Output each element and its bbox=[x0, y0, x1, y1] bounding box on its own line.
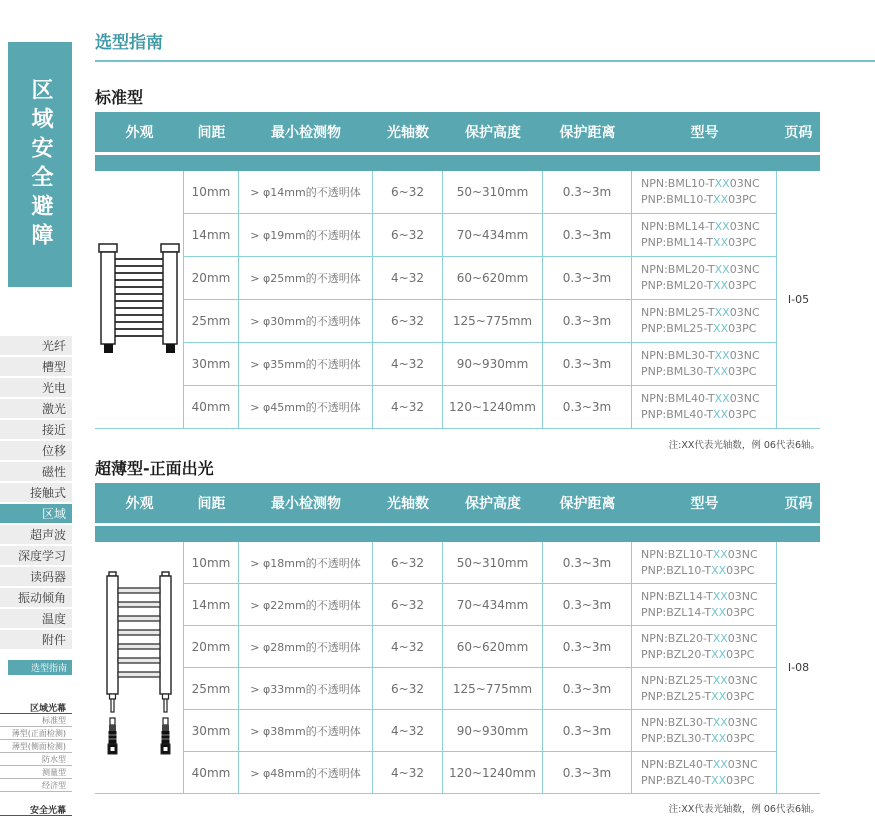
col-header-axes: 光轴数 bbox=[387, 125, 429, 141]
protect-height-cell: 120~1240mm bbox=[443, 752, 543, 794]
sidebar-item-accessories[interactable]: 附件 bbox=[0, 630, 72, 649]
sidebar-item-displacement[interactable]: 位移 bbox=[0, 441, 72, 460]
protect-distance-cell: 0.3~3m bbox=[543, 343, 632, 386]
page-ref: I-05 bbox=[777, 171, 820, 429]
col-header-pitch: 间距 bbox=[197, 496, 226, 512]
col-header-height: 保护高度 bbox=[465, 125, 521, 141]
axes-count-token: XX bbox=[711, 563, 727, 577]
col-header-appearance: 外观 bbox=[125, 496, 154, 512]
model-pnp: PNP:BZL20-TXX03PC bbox=[641, 647, 755, 661]
axes-cell: 6~32 bbox=[373, 171, 443, 214]
sidebar-item-temperature[interactable]: 温度 bbox=[0, 609, 72, 628]
submenu-item-thin-side[interactable]: 薄型(侧面检测) bbox=[0, 740, 72, 753]
sidebar-item-code-reader[interactable]: 读码器 bbox=[0, 567, 72, 586]
model-pnp: PNP:BZL25-TXX03PC bbox=[641, 689, 755, 703]
model-pnp: PNP:BML40-TXX03PC bbox=[641, 408, 757, 421]
axes-count-token: XX bbox=[713, 408, 729, 421]
submenu-title-safety-curtain: 安全光幕 bbox=[0, 803, 72, 816]
model-cell bbox=[632, 257, 777, 300]
axes-count-token: XX bbox=[712, 673, 728, 687]
axes-count-token: XX bbox=[712, 631, 728, 645]
min-object-cell: > φ28mm的不透明体 bbox=[239, 626, 373, 668]
pitch-cell: 25mm bbox=[184, 300, 239, 343]
submenu-item-economy[interactable]: 经济型 bbox=[0, 779, 72, 792]
col-header-height: 保护高度 bbox=[465, 496, 521, 512]
protect-distance-cell: 0.3~3m bbox=[543, 542, 632, 584]
axes-count-token: XX bbox=[712, 757, 728, 771]
model-pnp: PNP:BZL10-TXX03PC bbox=[641, 563, 755, 577]
sidebar-item-laser[interactable]: 激光 bbox=[0, 399, 72, 418]
sidebar-submenu bbox=[0, 701, 72, 816]
protect-distance-cell: 0.3~3m bbox=[543, 710, 632, 752]
table-body bbox=[95, 542, 820, 794]
protect-distance-cell: 0.3~3m bbox=[543, 584, 632, 626]
col-header-distance: 保护距离 bbox=[559, 496, 616, 512]
pitch-cell: 30mm bbox=[184, 710, 239, 752]
axes-count-token: XX bbox=[714, 177, 730, 190]
sidebar-item-vibration[interactable]: 振动倾角 bbox=[0, 588, 72, 607]
min-object-cell: > φ19mm的不透明体 bbox=[239, 214, 373, 257]
protect-height-cell: 120~1240mm bbox=[443, 386, 543, 429]
protect-distance-cell: 0.3~3m bbox=[543, 257, 632, 300]
pitch-cell: 40mm bbox=[184, 386, 239, 429]
protect-height-cell: 50~310mm bbox=[443, 171, 543, 214]
protect-height-cell: 60~620mm bbox=[443, 626, 543, 668]
col-header-pitch: 间距 bbox=[197, 125, 226, 141]
pitch-cell: 25mm bbox=[184, 668, 239, 710]
spec-table-ultrathin bbox=[95, 483, 820, 794]
protect-distance-cell: 0.3~3m bbox=[543, 214, 632, 257]
axes-cell: 4~32 bbox=[373, 710, 443, 752]
protect-distance-cell: 0.3~3m bbox=[543, 668, 632, 710]
appearance-cell bbox=[95, 171, 184, 429]
pitch-cell: 14mm bbox=[184, 214, 239, 257]
pitch-cell: 20mm bbox=[184, 257, 239, 300]
min-object-cell: > φ33mm的不透明体 bbox=[239, 668, 373, 710]
protect-height-cell: 60~620mm bbox=[443, 257, 543, 300]
model-cell bbox=[632, 584, 777, 626]
model-pnp: PNP:BML14-TXX03PC bbox=[641, 236, 757, 249]
protect-height-cell: 90~930mm bbox=[443, 343, 543, 386]
model-cell bbox=[632, 626, 777, 668]
model-npn: NPN:BML30-TXX03NC bbox=[641, 349, 760, 362]
model-pnp: PNP:BZL30-TXX03PC bbox=[641, 731, 755, 745]
axes-count-token: XX bbox=[714, 392, 730, 405]
axes-cell: 4~32 bbox=[373, 386, 443, 429]
model-npn: NPN:BZL10-TXX03NC bbox=[641, 547, 758, 561]
table-note: 注:XX代表光轴数，例 06代表6轴。 bbox=[668, 804, 820, 815]
axes-count-token: XX bbox=[713, 236, 729, 249]
section-title-standard: 标准型 bbox=[95, 88, 144, 107]
sidebar-item-fiber[interactable]: 光纤 bbox=[0, 336, 72, 355]
submenu-item-waterproof[interactable]: 防水型 bbox=[0, 753, 72, 766]
model-npn: NPN:BZL40-TXX03NC bbox=[641, 757, 758, 771]
axes-cell: 4~32 bbox=[373, 257, 443, 300]
model-npn: NPN:BML20-TXX03NC bbox=[641, 263, 760, 276]
col-header-page: 页码 bbox=[784, 125, 813, 141]
axes-count-token: XX bbox=[713, 279, 729, 292]
sidebar-category-banner bbox=[8, 42, 72, 287]
table-body bbox=[95, 171, 820, 429]
axes-cell: 6~32 bbox=[373, 214, 443, 257]
axes-cell: 4~32 bbox=[373, 752, 443, 794]
protect-height-cell: 125~775mm bbox=[443, 668, 543, 710]
model-npn: NPN:BZL14-TXX03NC bbox=[641, 589, 758, 603]
protect-distance-cell: 0.3~3m bbox=[543, 300, 632, 343]
product-image-standard-curtain bbox=[96, 241, 182, 359]
col-header-model: 型号 bbox=[690, 496, 719, 512]
axes-count-token: XX bbox=[711, 647, 727, 661]
sidebar-category-title: 区域安全避障 bbox=[28, 77, 53, 252]
min-object-cell: > φ25mm的不透明体 bbox=[239, 257, 373, 300]
axes-count-token: XX bbox=[714, 306, 730, 319]
model-cell bbox=[632, 386, 777, 429]
min-object-cell: > φ30mm的不透明体 bbox=[239, 300, 373, 343]
min-object-cell: > φ48mm的不透明体 bbox=[239, 752, 373, 794]
axes-cell: 6~32 bbox=[373, 300, 443, 343]
page-ref: I-08 bbox=[777, 542, 820, 794]
col-header-min-object: 最小检测物 bbox=[271, 496, 341, 512]
product-image-ultrathin-curtain bbox=[95, 568, 183, 768]
submenu-item-standard[interactable]: 标准型 bbox=[0, 714, 72, 727]
submenu-item-thin-front[interactable]: 薄型(正面检测) bbox=[0, 727, 72, 740]
axes-cell: 6~32 bbox=[373, 584, 443, 626]
model-npn: NPN:BZL30-TXX03NC bbox=[641, 715, 758, 729]
sidebar-item-contact[interactable]: 接触式 bbox=[0, 483, 72, 502]
sidebar-item-slot[interactable]: 槽型 bbox=[0, 357, 72, 376]
model-cell bbox=[632, 668, 777, 710]
submenu-title-area-curtain: 区域光幕 bbox=[0, 701, 72, 714]
axes-cell: 4~32 bbox=[373, 343, 443, 386]
pitch-cell: 10mm bbox=[184, 542, 239, 584]
axes-cell: 4~32 bbox=[373, 626, 443, 668]
protect-height-cell: 125~775mm bbox=[443, 300, 543, 343]
axes-count-token: XX bbox=[714, 220, 730, 233]
axes-cell: 6~32 bbox=[373, 668, 443, 710]
model-cell bbox=[632, 300, 777, 343]
title-divider bbox=[95, 60, 875, 62]
model-npn: NPN:BML25-TXX03NC bbox=[641, 306, 760, 319]
protect-distance-cell: 0.3~3m bbox=[543, 752, 632, 794]
pitch-cell: 10mm bbox=[184, 171, 239, 214]
min-object-cell: > φ14mm的不透明体 bbox=[239, 171, 373, 214]
axes-count-token: XX bbox=[711, 689, 727, 703]
min-object-cell: > φ45mm的不透明体 bbox=[239, 386, 373, 429]
model-npn: NPN:BZL25-TXX03NC bbox=[641, 673, 758, 687]
pitch-cell: 20mm bbox=[184, 626, 239, 668]
model-pnp: PNP:BZL14-TXX03PC bbox=[641, 605, 755, 619]
axes-count-token: XX bbox=[711, 731, 727, 745]
sidebar-selection-guide-tab[interactable]: 选型指南 bbox=[8, 660, 72, 675]
spec-table-standard bbox=[95, 112, 820, 429]
table-header-row bbox=[95, 483, 820, 523]
table-header-strip bbox=[95, 155, 820, 171]
model-cell bbox=[632, 214, 777, 257]
model-pnp: PNP:BZL40-TXX03PC bbox=[641, 773, 755, 787]
model-cell bbox=[632, 710, 777, 752]
model-cell bbox=[632, 171, 777, 214]
sidebar-item-area[interactable]: 区域 bbox=[0, 504, 72, 523]
axes-count-token: XX bbox=[713, 365, 729, 378]
protect-height-cell: 70~434mm bbox=[443, 584, 543, 626]
page-title: 选型指南 bbox=[95, 33, 163, 53]
col-header-distance: 保护距离 bbox=[559, 125, 616, 141]
protect-distance-cell: 0.3~3m bbox=[543, 386, 632, 429]
col-header-axes: 光轴数 bbox=[387, 496, 429, 512]
axes-cell: 6~32 bbox=[373, 542, 443, 584]
protect-height-cell: 90~930mm bbox=[443, 710, 543, 752]
axes-count-token: XX bbox=[712, 589, 728, 603]
min-object-cell: > φ35mm的不透明体 bbox=[239, 343, 373, 386]
protect-distance-cell: 0.3~3m bbox=[543, 171, 632, 214]
col-header-model: 型号 bbox=[690, 125, 719, 141]
min-object-cell: > φ18mm的不透明体 bbox=[239, 542, 373, 584]
col-header-min-object: 最小检测物 bbox=[271, 125, 341, 141]
axes-count-token: XX bbox=[711, 605, 727, 619]
model-npn: NPN:BML10-TXX03NC bbox=[641, 177, 760, 190]
axes-count-token: XX bbox=[713, 322, 729, 335]
model-npn: NPN:BML14-TXX03NC bbox=[641, 220, 760, 233]
sidebar-item-magnetic[interactable]: 磁性 bbox=[0, 462, 72, 481]
col-header-page: 页码 bbox=[784, 496, 813, 512]
pitch-cell: 14mm bbox=[184, 584, 239, 626]
model-cell bbox=[632, 343, 777, 386]
table-note: 注:XX代表光轴数，例 06代表6轴。 bbox=[668, 440, 820, 451]
axes-count-token: XX bbox=[712, 547, 728, 561]
sidebar-item-proximity[interactable]: 接近 bbox=[0, 420, 72, 439]
sidebar-menu bbox=[0, 336, 72, 651]
table-header-strip bbox=[95, 526, 820, 542]
submenu-item-measuring[interactable]: 测量型 bbox=[0, 766, 72, 779]
model-npn: NPN:BML40-TXX03NC bbox=[641, 392, 760, 405]
sidebar-item-photoelectric[interactable]: 光电 bbox=[0, 378, 72, 397]
model-pnp: PNP:BML25-TXX03PC bbox=[641, 322, 757, 335]
axes-count-token: XX bbox=[712, 715, 728, 729]
pitch-cell: 30mm bbox=[184, 343, 239, 386]
model-pnp: PNP:BML30-TXX03PC bbox=[641, 365, 757, 378]
min-object-cell: > φ38mm的不透明体 bbox=[239, 710, 373, 752]
axes-count-token: XX bbox=[714, 349, 730, 362]
protect-distance-cell: 0.3~3m bbox=[543, 626, 632, 668]
protect-height-cell: 70~434mm bbox=[443, 214, 543, 257]
col-header-appearance: 外观 bbox=[125, 125, 154, 141]
section-title-ultrathin: 超薄型-正面出光 bbox=[95, 459, 214, 478]
model-pnp: PNP:BML10-TXX03PC bbox=[641, 193, 757, 206]
pitch-cell: 40mm bbox=[184, 752, 239, 794]
min-object-cell: > φ22mm的不透明体 bbox=[239, 584, 373, 626]
axes-count-token: XX bbox=[713, 193, 729, 206]
model-npn: NPN:BZL20-TXX03NC bbox=[641, 631, 758, 645]
sidebar-item-deep-learning[interactable]: 深度学习 bbox=[0, 546, 72, 565]
model-cell bbox=[632, 542, 777, 584]
model-pnp: PNP:BML20-TXX03PC bbox=[641, 279, 757, 292]
axes-count-token: XX bbox=[714, 263, 730, 276]
sidebar-item-ultrasonic[interactable]: 超声波 bbox=[0, 525, 72, 544]
protect-height-cell: 50~310mm bbox=[443, 542, 543, 584]
model-cell bbox=[632, 752, 777, 794]
appearance-cell bbox=[95, 542, 184, 794]
axes-count-token: XX bbox=[711, 773, 727, 787]
table-header-row bbox=[95, 112, 820, 152]
